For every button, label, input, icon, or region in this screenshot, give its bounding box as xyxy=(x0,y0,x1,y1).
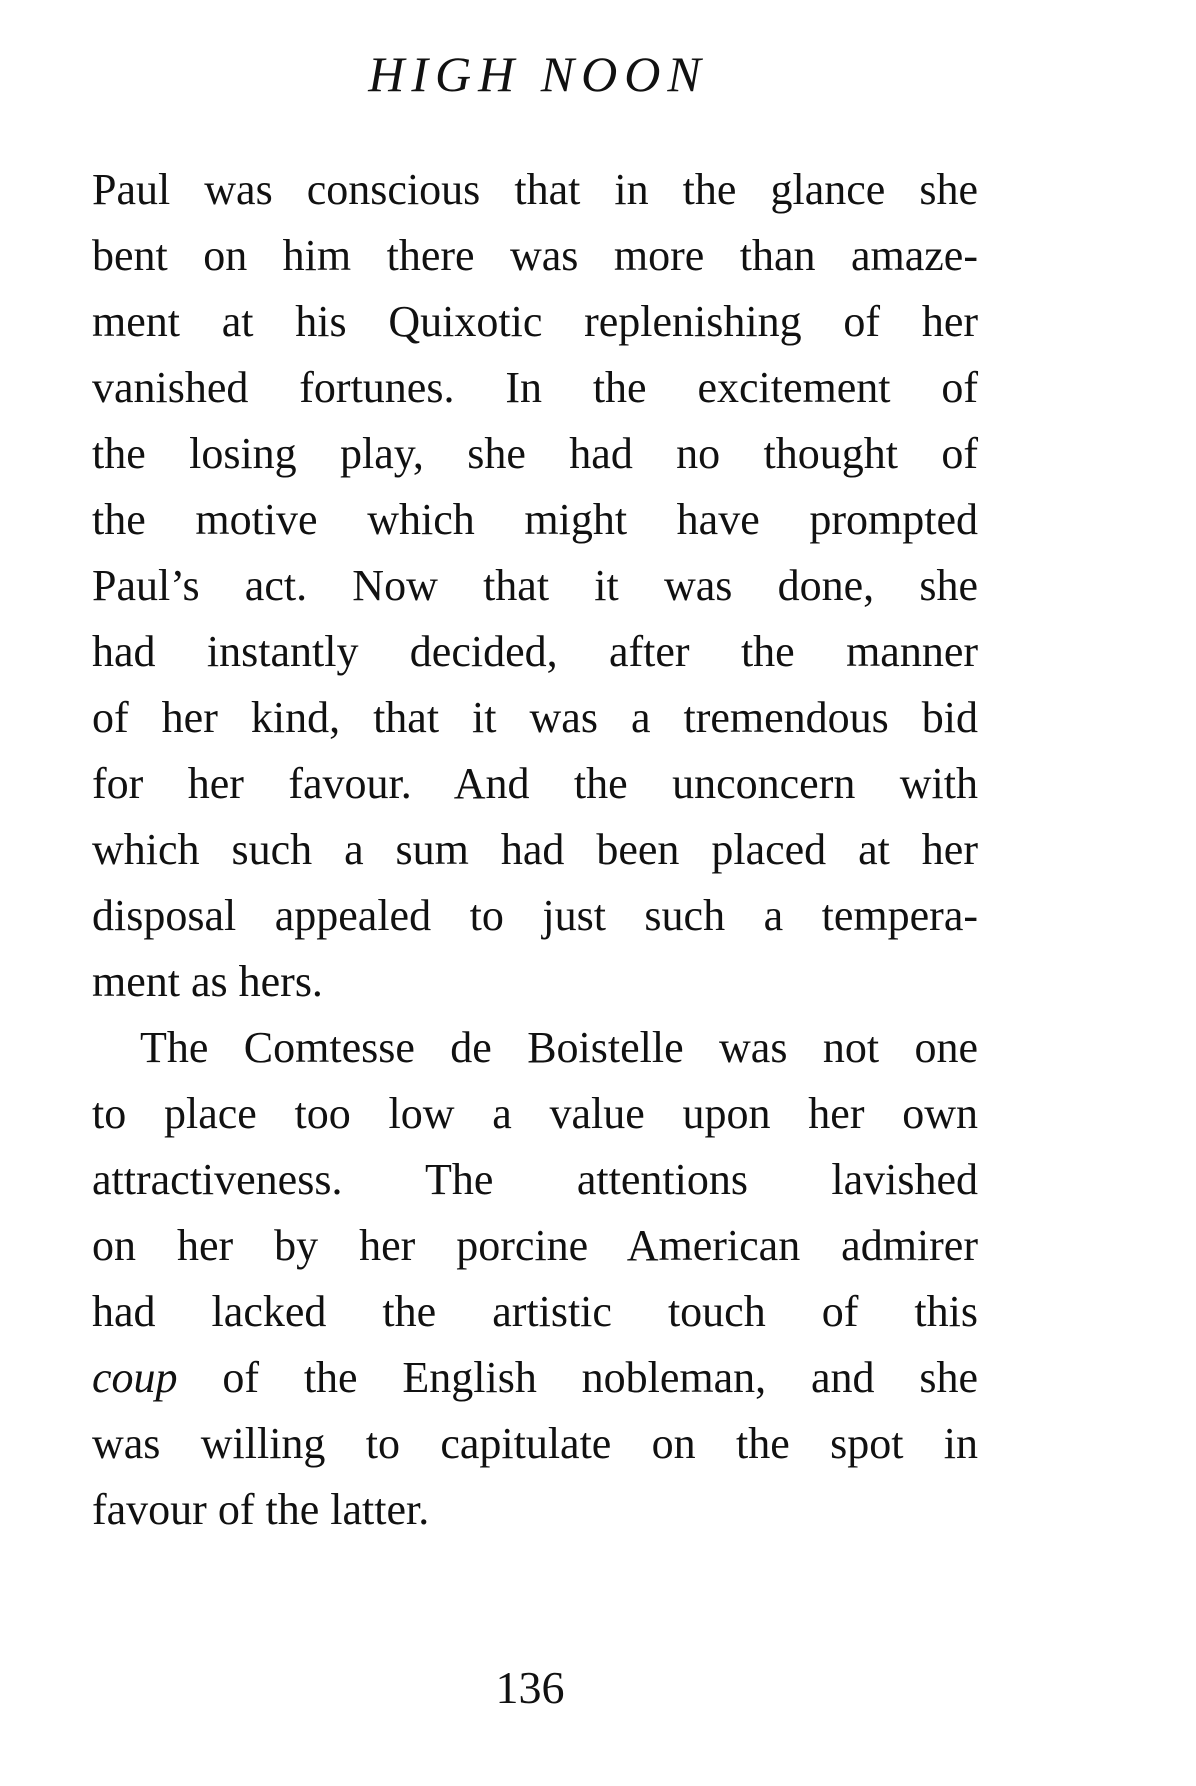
text-line: Paul’s act. Now that it was done, she xyxy=(92,561,978,610)
text-line: was willing to capitulate on the spot in xyxy=(92,1419,978,1468)
text-line: ment at his Quixotic replenishing of her xyxy=(92,297,978,346)
text-line: the losing play, she had no thought of xyxy=(92,429,978,478)
body-text xyxy=(92,157,978,1543)
paragraph-2 xyxy=(92,1015,978,1543)
text-line: vanished fortunes. In the excitement of xyxy=(92,363,978,412)
italic-word: coup xyxy=(92,1353,178,1402)
text-line: for her favour. And the unconcern with xyxy=(92,759,978,808)
text-line: to place too low a value upon her own xyxy=(92,1089,978,1138)
page-number: 136 xyxy=(495,1662,565,1713)
text-line: ment as hers. xyxy=(92,957,323,1006)
text-line: the motive which might have prompted xyxy=(92,495,978,544)
text-line: favour of the latter. xyxy=(92,1485,430,1534)
text-line: Paul was conscious that in the glance she xyxy=(92,165,978,214)
running-head: HIGH NOON xyxy=(368,46,708,102)
text-line: The Comtesse de Boistelle was not one xyxy=(140,1023,978,1072)
text-line: which such a sum had been placed at her xyxy=(92,825,978,874)
text-line: had instantly decided, after the manner xyxy=(92,627,978,676)
text-line: attractiveness. The attentions lavished xyxy=(92,1155,978,1204)
text-line: disposal appealed to just such a tempera- xyxy=(92,891,978,940)
text-line: had lacked the artistic touch of this xyxy=(92,1287,978,1336)
text-line: of her kind, that it was a tremendous bid xyxy=(92,693,978,742)
text-line: on her by her porcine American admirer xyxy=(92,1221,978,1270)
text-line xyxy=(92,1345,978,1411)
paragraph-1 xyxy=(92,157,978,1015)
text-line-rest: of the English nobleman, and she xyxy=(177,1353,978,1402)
text-line: bent on him there was more than amaze- xyxy=(92,231,978,280)
